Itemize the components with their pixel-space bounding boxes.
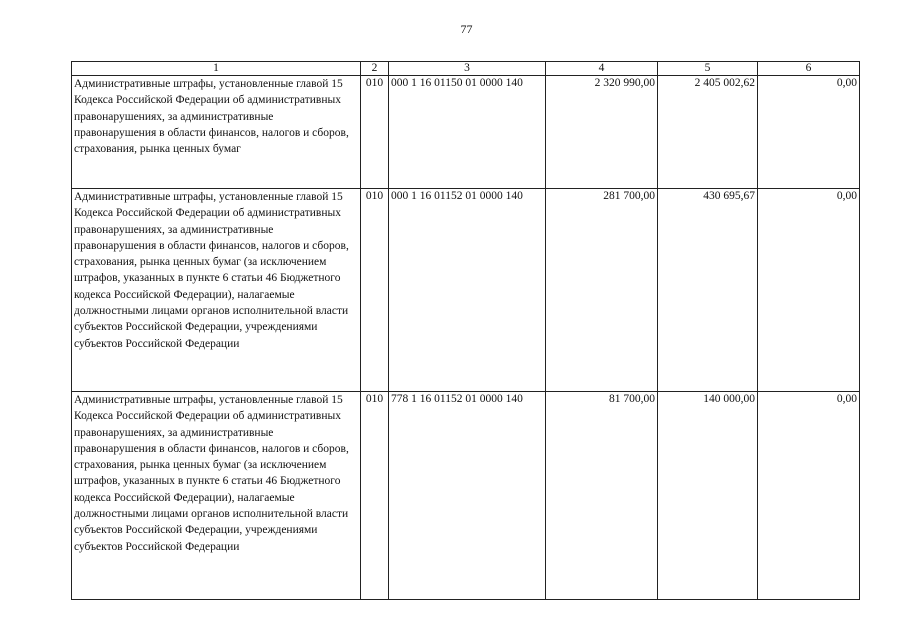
row-value-col6: 0,00 [758, 392, 860, 600]
table-row [72, 76, 860, 189]
column-header-1: 1 [72, 62, 361, 76]
column-header-2: 2 [361, 62, 389, 76]
row-description: Административные штрафы, установленные главой 15 Кодекса Российской Федерации об административных правонарушениях, за административные правонарушения в области финансов, налогов и сборов, страхования, рынка ценных бумаг [72, 76, 361, 189]
row-value-col5: 2 405 002,62 [658, 76, 758, 189]
column-header-6: 6 [758, 62, 860, 76]
row-description: Административные штрафы, установленные главой 15 Кодекса Российской Федерации об административных правонарушениях, за административные правонарушения в области финансов, налогов и сборов, страхования, рынка ценных бумаг (за исключением штрафов, указанных в пункте 6 статьи 46 Бюджетного кодекса Российской Федерации), налагаемые должностными лицами органов исполнительной власти субъектов Российской Федерации, учреждениями субъектов Российской Федерации [72, 189, 361, 392]
row-value-col5: 140 000,00 [658, 392, 758, 600]
table-row [72, 189, 860, 392]
row-admin-code: 010 [361, 189, 389, 392]
row-value-col5: 430 695,67 [658, 189, 758, 392]
row-value-col6: 0,00 [758, 189, 860, 392]
row-value-col4: 2 320 990,00 [546, 76, 658, 189]
row-value-col4: 281 700,00 [546, 189, 658, 392]
column-header-5: 5 [658, 62, 758, 76]
row-budget-code: 778 1 16 01152 01 0000 140 [389, 392, 546, 600]
row-admin-code: 010 [361, 76, 389, 189]
row-value-col4: 81 700,00 [546, 392, 658, 600]
row-budget-code: 000 1 16 01152 01 0000 140 [389, 189, 546, 392]
row-description: Административные штрафы, установленные главой 15 Кодекса Российской Федерации об административных правонарушениях, за административные правонарушения в области финансов, налогов и сборов, страхования, рынка ценных бумаг (за исключением штрафов, указанных в пункте 6 статьи 46 Бюджетного кодекса Российской Федерации), налагаемые должностными лицами органов исполнительной власти субъектов Российской Федерации, учреждениями субъектов Российской Федерации [72, 392, 361, 600]
column-header-3: 3 [389, 62, 546, 76]
page-number: 77 [460, 22, 473, 36]
row-admin-code: 010 [361, 392, 389, 600]
table-row [72, 392, 860, 600]
budget-revenue-table [71, 61, 860, 600]
row-value-col6: 0,00 [758, 76, 860, 189]
column-header-4: 4 [546, 62, 658, 76]
table-header-row [72, 62, 860, 76]
row-budget-code: 000 1 16 01150 01 0000 140 [389, 76, 546, 189]
